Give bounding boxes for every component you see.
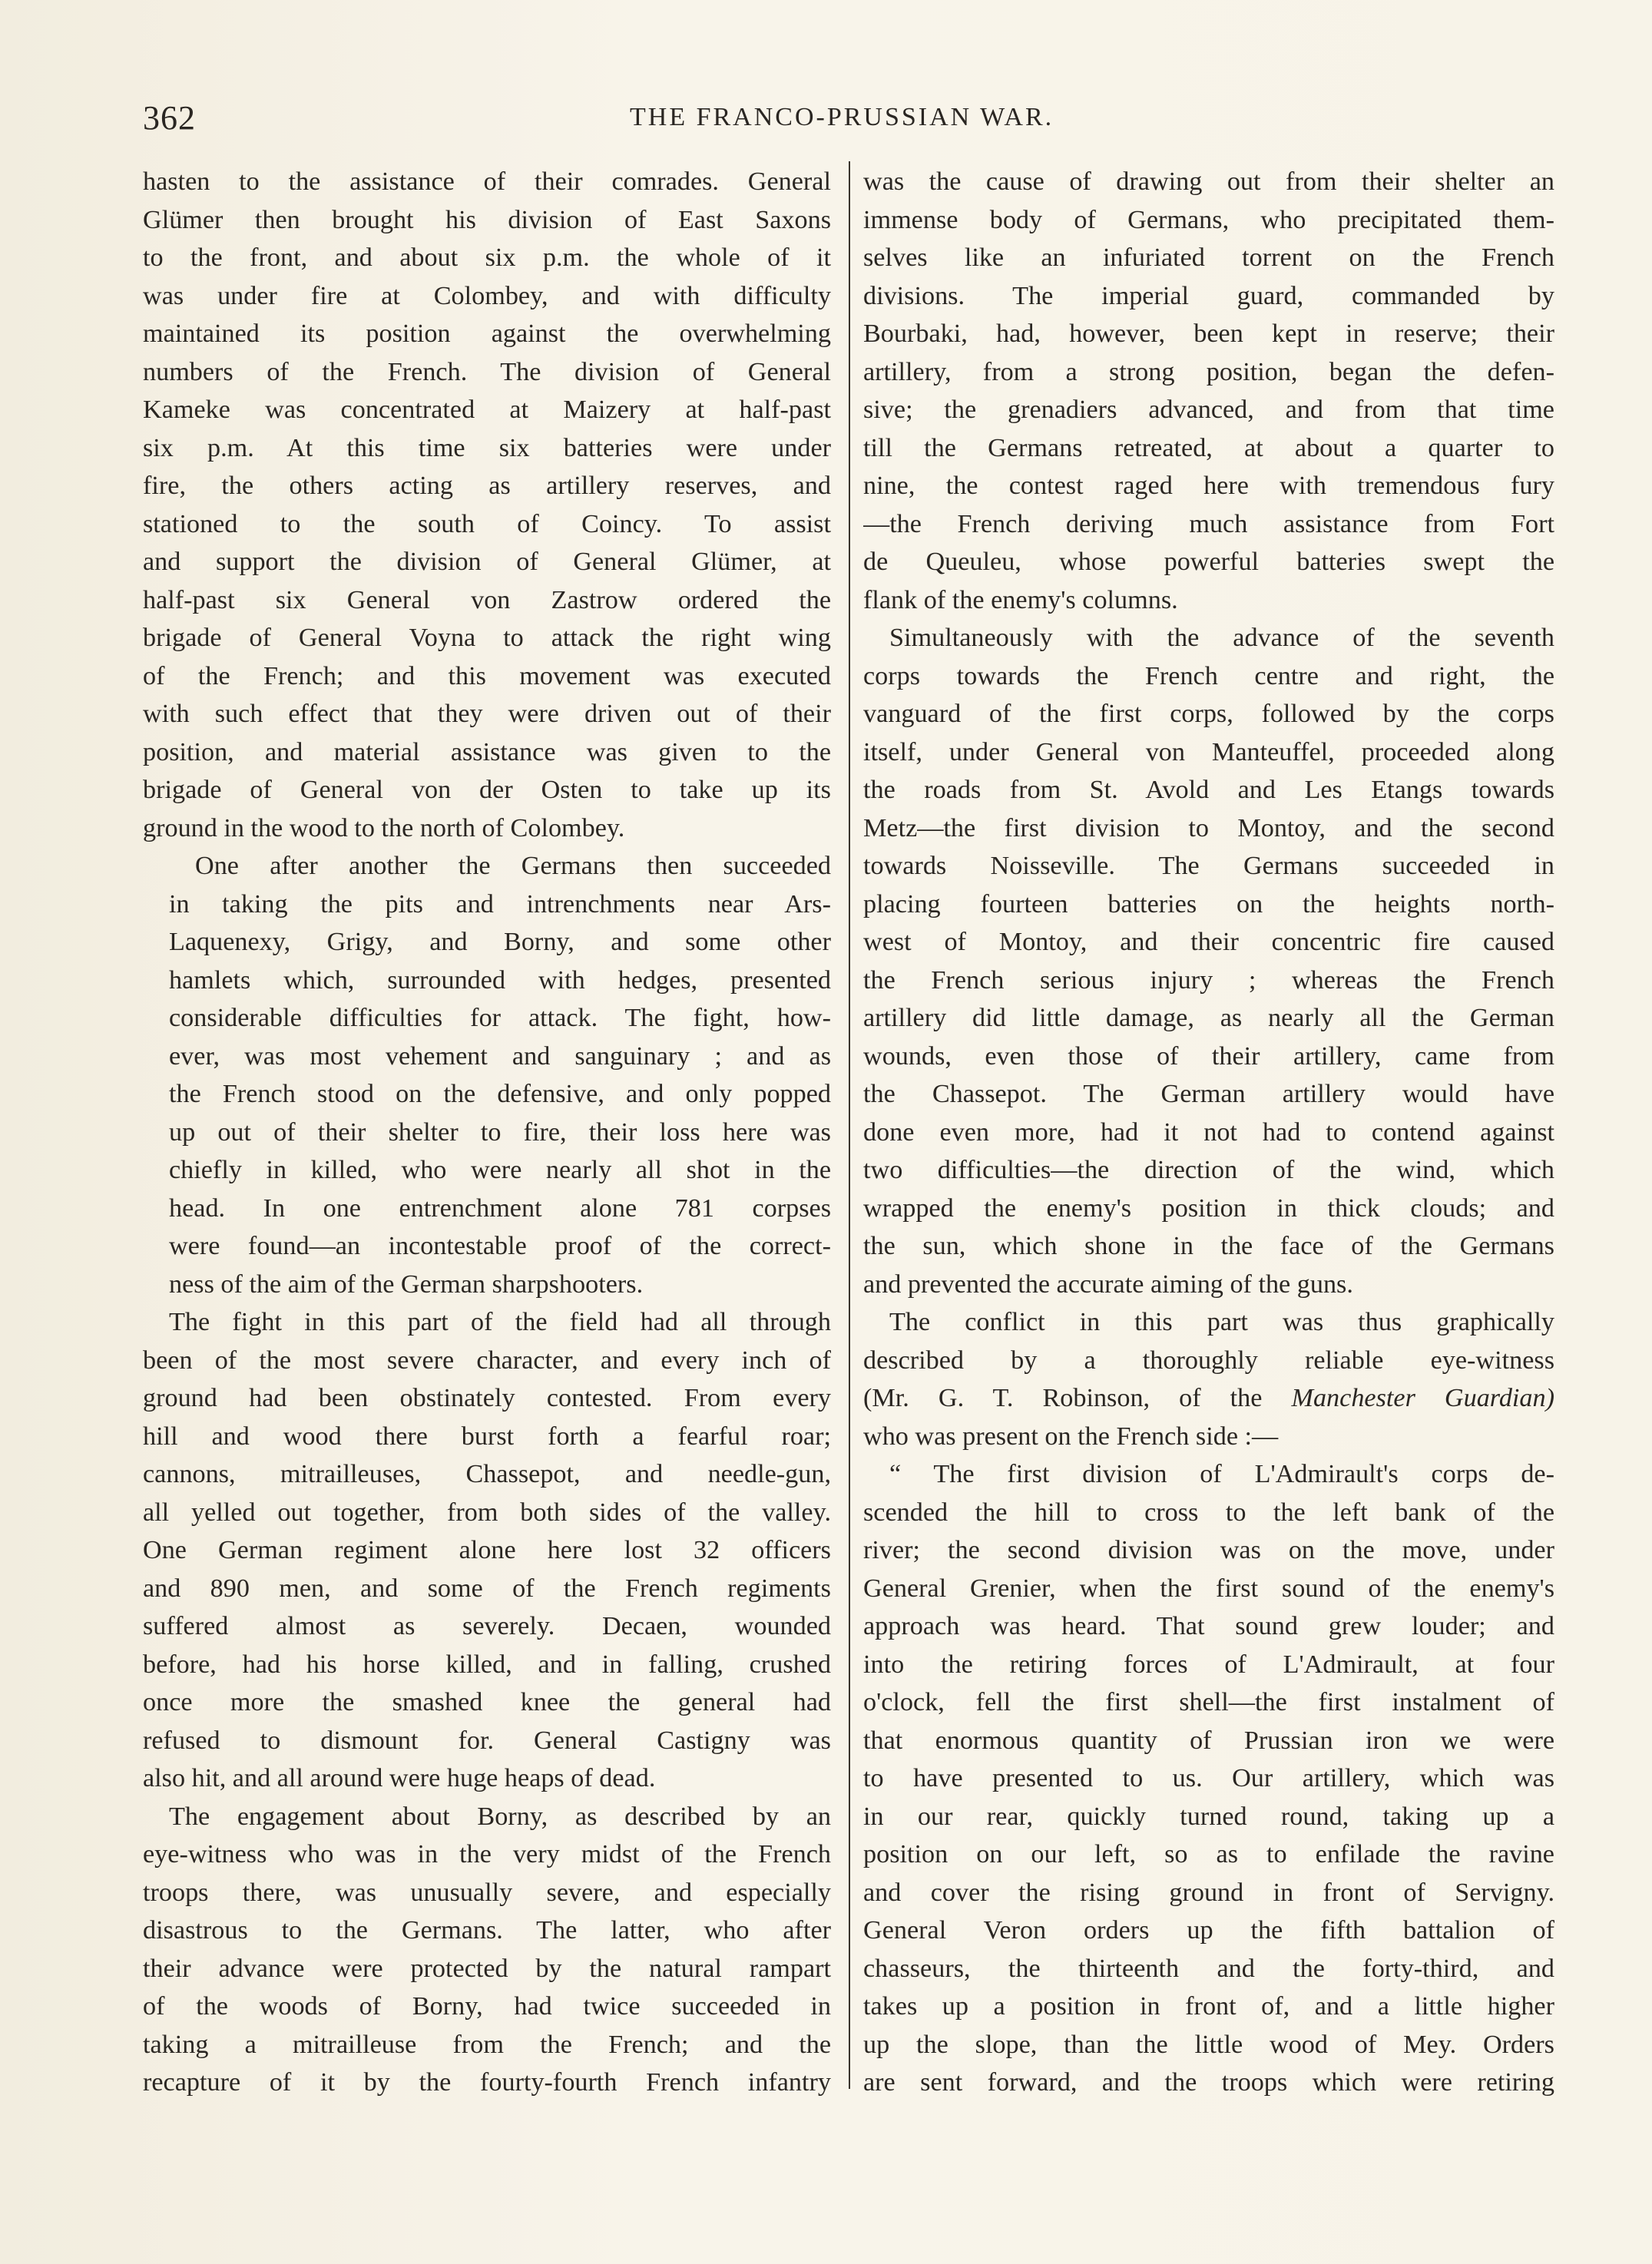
text-line: The fight in this part of the field had all through: [169, 1308, 831, 1336]
text-line: the Chassepot. The German artillery would have: [863, 1080, 1554, 1108]
text-line: flank of the enemy's columns.: [863, 585, 1178, 614]
text-line: head. In one entrenchment alone 781 corpses: [169, 1193, 831, 1223]
text-line: the French stood on the defensive, and only popped: [169, 1080, 831, 1108]
text-line: Laquenexy, Grigy, and Borny, and some other: [169, 928, 831, 956]
text-line: takes up a position in front of, and a little higher: [863, 1992, 1554, 2021]
text-line: numbers of the French. The division of General: [143, 357, 831, 386]
text-line: two difficulties—the direction of the wind, which: [863, 1156, 1554, 1184]
text-line: that enormous quantity of Prussian iron we were: [863, 1726, 1554, 1755]
text-line: the roads from St. Avold and Les Etangs towards: [863, 776, 1554, 804]
text-line: o'clock, fell the first shell—the first instalment of: [863, 1688, 1554, 1716]
text-line: ground in the wood to the north of Colombey.: [143, 813, 625, 842]
text-line: chasseurs, the thirteenth and the forty-third, and: [863, 1954, 1554, 1983]
paragraph-7: [863, 1303, 1554, 1455]
paragraph-2: [143, 847, 831, 1303]
right-column: [863, 163, 1554, 2102]
text-line: considerable difficulties for attack. The fight, how-: [169, 1004, 831, 1032]
text-line: fire, the others acting as artillery reserves, and: [143, 472, 831, 500]
text-line: till the Germans retreated, at about a quarter to: [863, 433, 1554, 462]
paragraph-1: [143, 163, 831, 847]
paragraph-6: [863, 619, 1554, 1303]
text-line: sive; the grenadiers advanced, and from that time: [863, 396, 1554, 424]
text-line: General Veron orders up the fifth battalion of: [863, 1916, 1554, 1945]
text-line: approach was heard. That sound grew louder; and: [863, 1612, 1554, 1640]
text-line: maintained its position against the overwhelming: [143, 319, 831, 348]
text-line: in our rear, quickly turned round, taking up a: [863, 1802, 1554, 1831]
text-line: recapture of it by the fourty-fourth French infantry: [143, 2068, 831, 2097]
text-line: before, had his horse killed, and in falling, crushed: [143, 1650, 831, 1679]
paragraph-3: [143, 1303, 831, 1798]
text-line: “ The first division of L'Admirault's corps de-: [889, 1460, 1554, 1488]
text-line: ever, was most vehement and sanguinary ; and as: [169, 1041, 831, 1071]
text-line: done even more, had it not had to contend against: [863, 1117, 1554, 1147]
text-line: refused to dismount for. General Castigny was: [143, 1726, 831, 1755]
text-line: nine, the contest raged here with tremendous fury: [863, 472, 1554, 500]
text-line: brigade of General von der Osten to take up its: [143, 776, 831, 804]
text-line: suffered almost as severely. Decaen, wounded: [143, 1612, 831, 1640]
text-line: General Grenier, when the first sound of the enemy's: [863, 1574, 1554, 1603]
text-line: to the front, and about six p.m. the whole of it: [143, 243, 831, 272]
text-line: with such effect that they were driven out of their: [143, 700, 831, 728]
column-divider: [849, 161, 850, 2089]
text-line: was the cause of drawing out from their shelter an: [863, 167, 1554, 196]
text-line: de Queuleu, whose powerful batteries swept the: [863, 548, 1554, 576]
text-line: up the slope, than the little wood of Mey. Orders: [863, 2030, 1554, 2059]
text-line: half-past six General von Zastrow ordered the: [143, 585, 831, 614]
text-line: ground had been obstinately contested. From every: [143, 1384, 831, 1412]
text-line: all yelled out together, from both sides of the valley.: [143, 1498, 831, 1527]
text-line-with-italic: [863, 1379, 1554, 1418]
paragraph-5: [863, 163, 1554, 619]
text-line: cannons, mitrailleuses, Chassepot, and needle-gun,: [143, 1460, 831, 1488]
text-line: the sun, which shone in the face of the Germans: [863, 1232, 1554, 1260]
paragraph-8-quote: [863, 1455, 1554, 2102]
text-line: selves like an infuriated torrent on the French: [863, 243, 1554, 272]
text-line: and support the division of General Glümer, at: [143, 548, 831, 576]
text-line: who was present on the French side :—: [863, 1422, 1279, 1451]
text-line: once more the smashed knee the general had: [143, 1688, 831, 1716]
text-line: to have presented to us. Our artillery, which was: [863, 1764, 1554, 1792]
text-line: stationed to the south of Coincy. To assist: [143, 509, 831, 538]
text-line: also hit, and all around were huge heaps of dead.: [143, 1764, 656, 1792]
text-line: described by a thoroughly reliable eye-witness: [863, 1345, 1554, 1375]
text-line: river; the second division was on the move, under: [863, 1536, 1554, 1564]
text-line: Bourbaki, had, however, been kept in reserve; their: [863, 319, 1554, 348]
text-line: were found—an incontestable proof of the correct-: [169, 1232, 831, 1260]
text-line: west of Montoy, and their concentric fire caused: [863, 928, 1554, 956]
text-line: of the woods of Borny, had twice succeeded in: [143, 1992, 831, 2021]
text-line: Metz—the first division to Montoy, and the second: [863, 813, 1554, 842]
text-line: was under fire at Colombey, and with difficulty: [143, 281, 831, 310]
text-line: artillery did little damage, as nearly all the German: [863, 1004, 1554, 1032]
text-line: Kameke was concentrated at Maizery at half-past: [143, 396, 831, 424]
text-line: eye-witness who was in the very midst of the French: [143, 1840, 831, 1868]
text-line: and 890 men, and some of the French regiments: [143, 1574, 831, 1603]
text-line: The conflict in this part was thus graphically: [889, 1308, 1554, 1336]
text-run: (Mr. G. T. Robinson, of the: [863, 1384, 1263, 1412]
text-line: hill and wood there burst forth a fearful roar;: [143, 1422, 831, 1451]
text-line: their advance were protected by the natural rampart: [143, 1954, 831, 1983]
text-line: chiefly in killed, who were nearly all shot in the: [169, 1156, 831, 1184]
text-line: One after another the Germans then succeeded: [195, 852, 831, 880]
text-line: up out of their shelter to fire, their loss here was: [169, 1117, 831, 1147]
text-line: and cover the rising ground in front of Servigny.: [863, 1878, 1554, 1907]
text-line: ness of the aim of the German sharpshooters.: [169, 1269, 644, 1299]
text-line: Simultaneously with the advance of the seventh: [889, 624, 1554, 652]
text-line: immense body of Germans, who precipitated them-: [863, 205, 1554, 234]
text-line: hasten to the assistance of their comrades. General: [143, 167, 831, 196]
newspaper-title: Manchester Guardian): [1291, 1384, 1554, 1412]
text-line: —the French deriving much assistance from Fort: [863, 509, 1554, 538]
left-column: [143, 163, 831, 2102]
text-line: of the French; and this movement was executed: [143, 661, 831, 690]
text-line: The engagement about Borny, as described by an: [169, 1802, 831, 1831]
text-line: itself, under General von Manteuffel, proceeded along: [863, 737, 1554, 766]
text-line: hamlets which, surrounded with hedges, presented: [169, 965, 831, 995]
text-line: are sent forward, and the troops which were retiring: [863, 2068, 1554, 2097]
text-line: scended the hill to cross to the left bank of the: [863, 1498, 1554, 1527]
running-title: THE FRANCO-PRUSSIAN WAR.: [630, 103, 1054, 131]
paragraph-4: [143, 1798, 831, 2102]
text-line: corps towards the French centre and right, the: [863, 661, 1554, 690]
text-line: brigade of General Voyna to attack the right wing: [143, 624, 831, 652]
text-line: artillery, from a strong position, began the defen-: [863, 357, 1554, 386]
text-line: into the retiring forces of L'Admirault, at four: [863, 1650, 1554, 1679]
text-line: been of the most severe character, and every inch of: [143, 1345, 831, 1375]
text-line: wrapped the enemy's position in thick clouds; and: [863, 1193, 1554, 1223]
text-line: divisions. The imperial guard, commanded by: [863, 281, 1554, 310]
text-line: in taking the pits and intrenchments near Ars-: [169, 889, 831, 919]
text-line: troops there, was unusually severe, and especially: [143, 1878, 831, 1907]
page-number: 362: [143, 99, 196, 137]
text-line: vanguard of the first corps, followed by the corps: [863, 700, 1554, 728]
text-line: position, and material assistance was given to the: [143, 737, 831, 766]
text-line: One German regiment alone here lost 32 officers: [143, 1536, 831, 1564]
text-line: the French serious injury ; whereas the French: [863, 965, 1554, 995]
text-line: and prevented the accurate aiming of the guns.: [863, 1269, 1353, 1299]
text-line: taking a mitrailleuse from the French; and the: [143, 2030, 831, 2059]
text-line: six p.m. At this time six batteries were under: [143, 433, 831, 462]
text-line: towards Noisseville. The Germans succeeded in: [863, 852, 1554, 880]
text-line: position on our left, so as to enfilade the ravine: [863, 1840, 1554, 1868]
text-line: placing fourteen batteries on the heights north-: [863, 889, 1554, 919]
text-line: Glümer then brought his division of East Saxons: [143, 205, 831, 234]
text-line: disastrous to the Germans. The latter, who after: [143, 1916, 831, 1945]
text-line: wounds, even those of their artillery, came from: [863, 1041, 1554, 1071]
